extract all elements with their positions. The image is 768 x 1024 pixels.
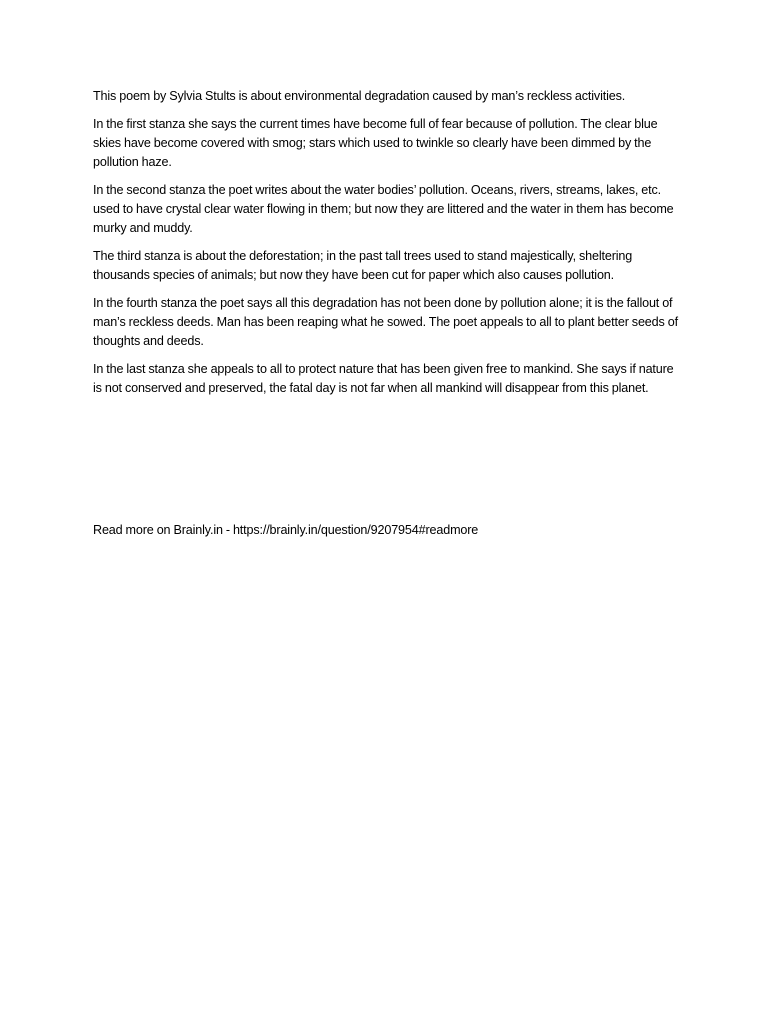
paragraph-intro: This poem by Sylvia Stults is about environmental degradation caused by man’s reckless activities.	[93, 89, 626, 103]
paragraph-last-stanza: In the last stanza she appeals to all to protect nature that has been given free to mankind. She says if nature is not conserved and preserved, the fatal day is not far when all mankind will disappear from this planet.	[93, 362, 674, 395]
document-body	[93, 87, 683, 407]
paragraph-first-stanza: In the first stanza she says the current times have become full of fear because of pollution. The clear blue skies have become covered with smog; stars which used to twinkle so clearly have been dimmed by the pollution haze.	[93, 117, 658, 169]
read-more-footer: Read more on Brainly.in - https://brainly.in/question/9207954#readmore	[93, 523, 479, 537]
paragraph-second-stanza: In the second stanza the poet writes about the water bodies’ pollution. Oceans, rivers, streams, lakes, etc. used to have crystal clear water flowing in them; but now they are littered and the water in them has become murky and muddy.	[93, 183, 674, 235]
paragraph-third-stanza: The third stanza is about the deforestation; in the past tall trees used to stand majestically, sheltering thousands species of animals; but now they have been cut for paper which also causes pollution.	[93, 249, 633, 282]
paragraph-fourth-stanza: In the fourth stanza the poet says all this degradation has not been done by pollution alone; it is the fallout of man’s reckless deeds. Man has been reaping what he sowed. The poet appeals to all to plant better seeds of thoughts and deeds.	[93, 296, 678, 348]
